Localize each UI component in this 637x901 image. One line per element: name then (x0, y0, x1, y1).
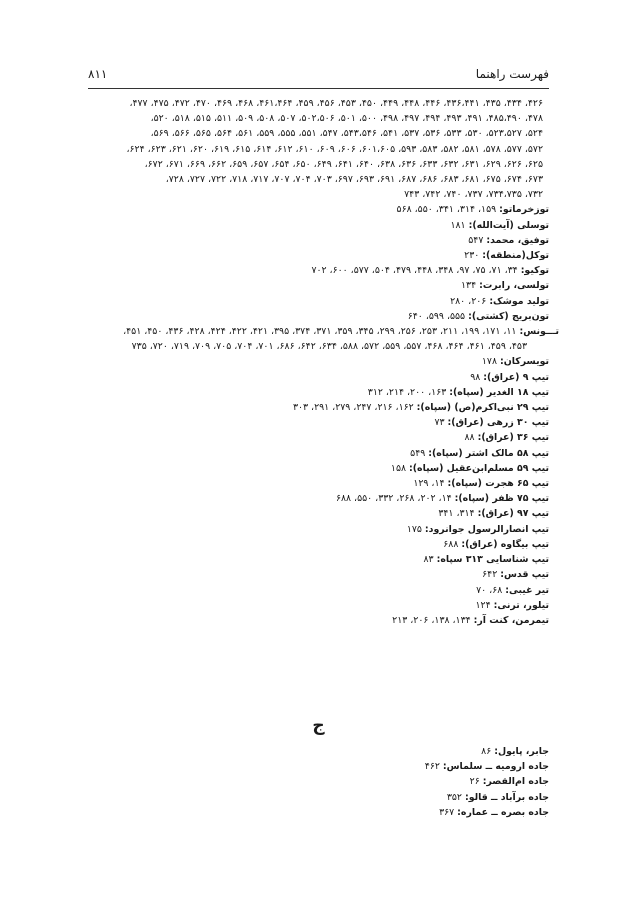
entry-pages: ۸۸ (464, 432, 475, 444)
entry-term: تیپ ۶۵ هجرت (سپاه): (447, 478, 549, 490)
entry-term: تولید موشک: (489, 295, 549, 307)
entry-pages: ۵۵۵، ۵۹۹، ۶۴۰ (407, 310, 466, 322)
entry-term: تویسرکان: (499, 356, 549, 368)
continuation-line: ۴۲۶، ۴۳۴، ۴۳۵، ۴۳۶،۴۴۱، ۴۴۶، ۴۴۸، ۴۴۹، ۴۵۰، ۴۵۳، ۴۵۶، ۴۵۹، ۴۶۱،۴۶۴، ۴۶۸، ۴۶۹، ۴۷۰، ۴۷۲، ۴۷۵، ۴۷۷، (129, 98, 543, 109)
entry-pages: ۳۴، ۷۱، ۷۵، ۹۷، ۳۴۸، ۴۴۸، ۴۷۹، ۵۰۴، ۵۷۷، ۶۰۰، ۷۰۲ (311, 265, 518, 277)
entry-pages: ۳۵۲ (446, 791, 462, 803)
entry-term: تیپ ۹۷ (عراق): (477, 508, 549, 520)
index-entry (88, 218, 549, 233)
entry-pages: ۲۳۰ (464, 250, 480, 262)
entry-term: تیپ ۵۹ مسلم‌ابن‌عقیل (سپاه): (409, 462, 549, 474)
continuation-line: ۶۲۵، ۶۲۶، ۶۲۹، ۶۳۱، ۶۳۲، ۶۳۳، ۶۳۶، ۶۳۸، ۶۴۰، ۶۴۱، ۶۴۹، ۶۵۰، ۶۵۴، ۶۵۷، ۶۵۹، ۶۶۲، ۶۶۹، ۶۷۱، ۶۷۲، (144, 158, 543, 170)
index-entry (88, 248, 549, 263)
index-entry (88, 263, 549, 278)
index-entry (88, 461, 549, 476)
entry-pages: ۹۸ (470, 371, 481, 383)
continuation-line: ۷۳۲، ۷۳۴،۷۳۵، ۷۳۷، ۷۴۰، ۷۴۲، ۷۴۳ (404, 189, 543, 201)
index-entry (88, 613, 549, 628)
index-entry (88, 744, 549, 759)
entry-term: تیپ قدس: (500, 569, 549, 581)
index-entry (88, 476, 549, 491)
index-entry (88, 522, 549, 537)
entry-pages: ۲۰۶، ۲۸۰ (450, 295, 487, 307)
running-header (88, 66, 549, 89)
entry-pages: ۱۷۵ (406, 523, 422, 535)
entry-term: توکیو: (520, 265, 549, 277)
header-title: فهرست راهنما (475, 67, 549, 81)
index-entry (88, 774, 549, 789)
entry-pages: ۱۴، ۱۲۹ (413, 478, 445, 490)
index-entry (88, 233, 549, 248)
entry-pages-continued: ۴۵۳، ۴۵۹، ۴۶۱، ۴۶۴، ۴۶۸، ۵۵۷، ۵۵۹، ۵۷۲، ۵۸۸، ۶۳۴، ۶۴۲، ۶۸۶، ۷۰۱، ۷۰۴، ۷۰۵، ۷۰۹، ۷۱۹، ۷۲۰، ۷۳۵ (131, 341, 527, 353)
entry-term: تیر غیبی: (505, 584, 549, 596)
index-entry (88, 598, 549, 613)
entry-pages: ۱۶۳، ۲۰۰، ۲۱۴، ۳۱۲ (367, 386, 447, 398)
entry-pages: ۶۴۲ (482, 569, 498, 581)
index-entry (88, 790, 549, 805)
index-entry (88, 446, 549, 461)
entry-term: توزخرماتو: (499, 204, 549, 216)
entry-pages: ۶۸۸ (443, 538, 459, 550)
entry-pages: ۷۳ (434, 417, 445, 429)
entry-term: تون‌بریج (کشتی): (468, 310, 549, 322)
page-number: ۸۱۱ (88, 67, 108, 81)
entry-pages: ۸۳ (423, 554, 434, 566)
index-entry (88, 278, 549, 293)
entry-pages: ۱۵۹، ۳۱۴، ۳۴۱، ۵۵۰، ۵۶۸ (396, 204, 497, 216)
index-entry (88, 552, 549, 567)
entry-pages: ۳۶۷ (439, 806, 455, 818)
index-entry (88, 370, 549, 385)
index-entry (88, 430, 549, 445)
index-entry (88, 506, 549, 521)
entry-pages: ۱۷۸ (481, 356, 497, 368)
index-entry (88, 759, 549, 774)
entry-term: تیپ ۵۸ مالک اشتر (سپاه): (428, 447, 549, 459)
entry-term: توفیق، محمد: (486, 234, 549, 246)
entry-pages: ۲۶ (469, 776, 480, 788)
entry-term: جاده برآباد ــ قالو: (464, 791, 549, 803)
entry-term: تولسی، رابرت: (479, 280, 549, 292)
continuation-line: ۵۷۲، ۵۷۷، ۵۷۸، ۵۸۱، ۵۸۲، ۵۸۳، ۵۹۳، ۶۰۱،۶۰۵، ۶۰۶، ۶۰۹، ۶۱۰، ۶۱۲، ۶۱۴، ۶۱۵، ۶۱۹، ۶۲۰، ۶۲۱، ۶۲۳، ۶۲۴، (126, 143, 543, 155)
entry-pages: ۱۱، ۱۷۱، ۱۹۹، ۲۱۱، ۲۵۳، ۲۵۶، ۲۹۹، ۳۴۵، ۳۵۹، ۳۷۱، ۳۷۴، ۳۹۵، ۴۲۱، ۴۲۲، ۴۲۴، ۴۲۸، ۴۳۶، ۴۵۰، ۴۵۱، (123, 326, 517, 338)
entry-term: تیپ بیگاوه (عراق): (461, 538, 549, 550)
entry-pages: ۱۴، ۲۰۲، ۲۶۸، ۳۳۲، ۵۵۰، ۶۸۸ (335, 493, 452, 505)
entry-pages: ۱۳۴ (461, 280, 477, 292)
entry-term: تـــونس: (519, 326, 559, 338)
section-letter-heading: ج (312, 716, 325, 736)
entry-term: جاده ام‌القصر: (482, 776, 549, 788)
index-entry (88, 324, 559, 339)
entry-pages: ۱۶۲، ۲۱۶، ۲۴۷، ۲۷۹، ۲۹۱، ۳۰۳ (292, 402, 414, 414)
entry-pages: ۱۵۸ (390, 462, 407, 474)
index-entry (88, 309, 549, 324)
entry-pages: ۸۶ (481, 746, 492, 757)
entry-pages: ۱۸۱ (450, 219, 466, 231)
entry-term: تیلور، ترنی: (493, 599, 549, 611)
entry-pages: ۳۱۴، ۳۴۱ (438, 508, 475, 520)
index-entry (88, 385, 549, 400)
entry-term: تیپ ۷۵ ظفر (سپاه): (454, 493, 549, 505)
index-entry (88, 491, 549, 506)
entry-pages: ۱۲۴ (475, 599, 491, 611)
entry-term: تیپ ۲۹ نبی‌اکرم(ص) (سپاه): (416, 402, 549, 414)
entry-pages: ۵۴۷ (468, 234, 484, 246)
entry-term: تیپ انصارالرسول جوانرود: (424, 523, 549, 535)
index-entry (88, 805, 549, 820)
entry-term: جاده ارومیه ــ سلماس: (442, 761, 549, 773)
entry-term: تیپ شناسایی ۳۱۳ سپاه: (436, 554, 549, 566)
entry-pages: ۶۸، ۷۰ (476, 584, 503, 596)
continuation-line: ۴۷۸، ۴۸۵،۴۹۰، ۴۹۱، ۴۹۳، ۴۹۴، ۴۹۷، ۴۹۸، ۵۰۰، ۵۰۱، ۵۰۲،۵۰۶، ۵۰۷، ۵۰۸، ۵۰۹، ۵۱۱، ۵۱۵، ۵۱۸، ۵۲۰، (150, 113, 543, 125)
entry-term: جاده بصره ــ عماره: (457, 806, 549, 818)
index-entry (88, 294, 549, 309)
continuation-line: ۵۲۴، ۵۲۳،۵۲۷، ۵۳۰، ۵۳۳، ۵۳۶، ۵۳۷، ۵۴۱، ۵۴۳،۵۴۶، ۵۴۷، ۵۵۱، ۵۵۵، ۵۵۹، ۵۶۱، ۵۶۴، ۵۶۵، ۵۶۶، ۵۶۹، (150, 128, 543, 140)
entry-term: تیپ ۳۰ زرهی (عراق): (447, 417, 549, 429)
entry-pages: ۱۳۴، ۱۳۸، ۲۰۶، ۲۱۳ (392, 614, 471, 626)
entry-term: تیپ ۱۸ الغدیر (سپاه): (449, 386, 549, 398)
index-entry (88, 400, 549, 415)
entry-term: تیپ ۹ (عراق): (483, 371, 549, 383)
entry-term: تیپ ۳۶ (عراق): (477, 432, 549, 444)
entry-term: جابر، پایول: (494, 746, 549, 757)
index-column (88, 96, 559, 628)
index-entry (88, 567, 549, 582)
index-entry (88, 354, 549, 369)
index-entry (88, 202, 549, 217)
continuation-line: ۶۷۳، ۶۷۴، ۶۷۵، ۶۸۱، ۶۸۳، ۶۸۶، ۶۸۷، ۶۹۱، ۶۹۳، ۶۹۷، ۷۰۳، ۷۰۴، ۷۰۷، ۷۱۷، ۷۱۸، ۷۲۲، ۷۲۷، ۷۲۸، (165, 174, 543, 186)
index-column-j (88, 744, 549, 820)
entry-term: توکل(منطقه): (482, 250, 549, 262)
index-entry (88, 583, 549, 598)
entry-pages: ۵۴۹ (410, 447, 426, 459)
entry-term: تیمرمن، کنت آر: (473, 614, 549, 626)
index-entry (88, 415, 549, 430)
index-entry (88, 537, 549, 552)
entry-pages: ۴۶۲ (424, 761, 440, 773)
entry-term: توسلی (آیت‌الله): (468, 219, 549, 231)
